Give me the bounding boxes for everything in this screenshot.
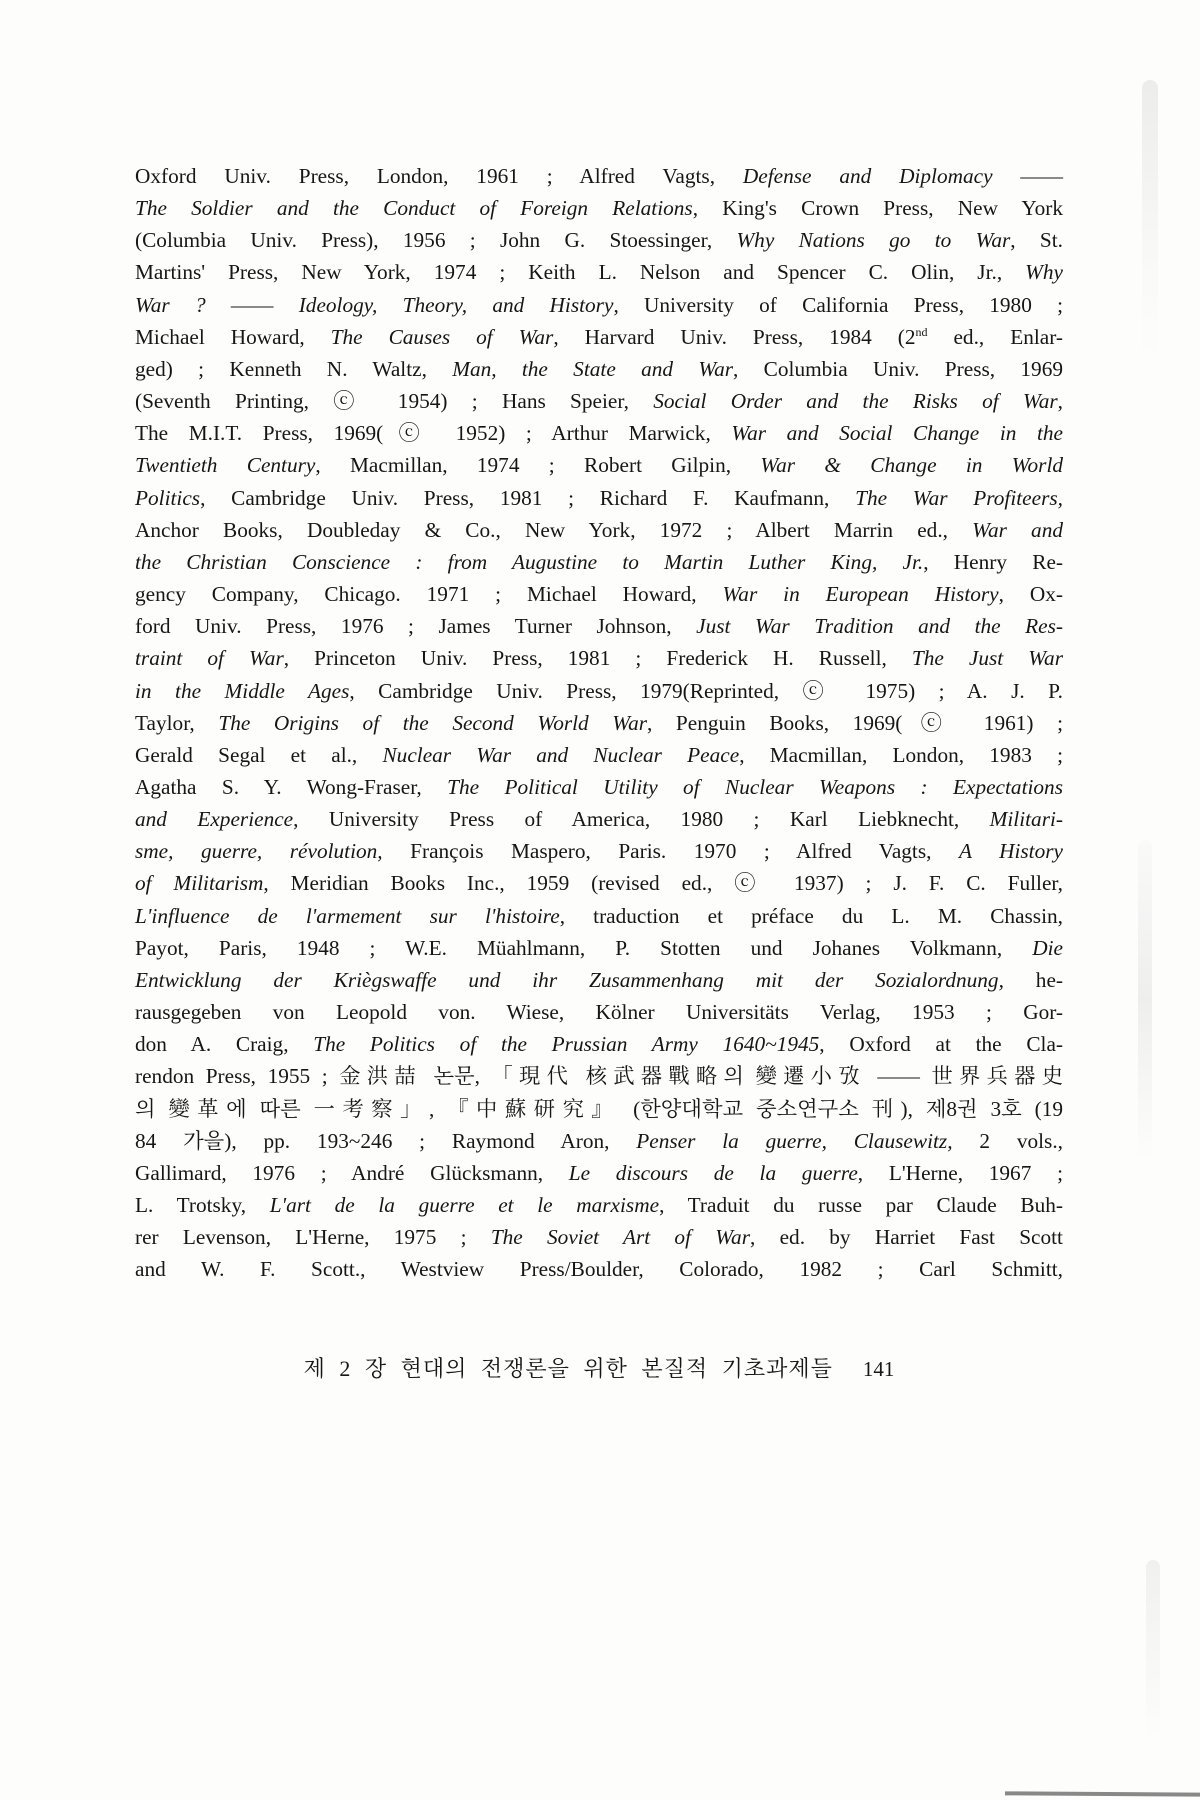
book-title-text: Social Order and the Risks of War bbox=[653, 389, 1058, 414]
body-text: , Macmillan, London, 1983 ; bbox=[739, 742, 1063, 767]
page-footer bbox=[135, 1352, 1063, 1383]
text-line bbox=[135, 707, 1063, 739]
book-title-text: A History bbox=[958, 839, 1063, 864]
scan-artifact bbox=[1138, 840, 1152, 1160]
book-title-text: Ideology, Theory, and History bbox=[298, 292, 614, 317]
book-title-text: The Soldier and the Conduct of Foreign Relations bbox=[135, 196, 693, 221]
text-line bbox=[135, 610, 1063, 642]
scan-artifact bbox=[1005, 1791, 1200, 1796]
text-line bbox=[135, 900, 1063, 932]
scan-artifact bbox=[1146, 1560, 1160, 1740]
body-text: , Penguin Books, 1969(ⓒ 1961) ; bbox=[647, 710, 1063, 735]
body-text: , ed. by Harriet Fast Scott bbox=[750, 1225, 1063, 1250]
body-text: , Cambridge Univ. Press, 1979(Reprinted, ⓒ 1975) ; A. J. P. bbox=[349, 678, 1063, 703]
text-line bbox=[135, 192, 1063, 224]
book-title-text: The Politics of the Prussian Army 1640~1945 bbox=[313, 1032, 820, 1057]
body-text: , Harvard Univ. Press, 1984 (2 bbox=[553, 324, 916, 349]
body-text: gency Company, Chicago. 1971 ; Michael Howard, bbox=[135, 582, 723, 607]
body-text: (Columbia Univ. Press), 1956 ; John G. Stoessinger, bbox=[135, 228, 737, 253]
book-title-text: Nuclear War and Nuclear Peace bbox=[382, 742, 740, 767]
text-line bbox=[135, 417, 1063, 449]
book-title-text: Le discours de la guerre bbox=[568, 1160, 858, 1185]
book-title-text: The Causes of War bbox=[330, 324, 554, 349]
book-title-text: sme, guerre, révolution, bbox=[135, 839, 383, 864]
body-text: ged) ; Kenneth N. Waltz, bbox=[135, 356, 453, 381]
body-text: , St. bbox=[1010, 228, 1063, 253]
book-title-text: Penser la guerre, Clausewitz, bbox=[636, 1128, 953, 1153]
book-title-text: Militari- bbox=[989, 807, 1063, 832]
text-line bbox=[135, 803, 1063, 835]
book-title-text: of Militarism bbox=[135, 871, 264, 896]
body-text: , bbox=[1057, 389, 1063, 414]
text-line bbox=[135, 1125, 1063, 1157]
text-line bbox=[135, 867, 1063, 899]
body-text: rendon Press, 1955 ; 金洪喆 논문, 「現代 核武器戰略의 變遷小攷 —— 世界兵器史 bbox=[135, 1064, 1063, 1089]
body-text: Oxford Univ. Press, London, 1961 ; Alfred Vagts, bbox=[135, 164, 743, 188]
book-title-text: Defense and Diplomacy bbox=[742, 164, 993, 188]
book-title-text: The Just War bbox=[911, 646, 1063, 671]
text-line bbox=[135, 160, 1063, 192]
body-text: 84 가을), pp. 193~246 ; Raymond Aron, bbox=[135, 1128, 637, 1153]
book-title-text: and Experience bbox=[135, 807, 294, 832]
body-text: , Cambridge Univ. Press, 1981 ; Richard F. Kaufmann, bbox=[200, 485, 856, 510]
body-text: ford Univ. Press, 1976 ; James Turner Johnson, bbox=[135, 614, 697, 639]
body-text: Gerald Segal et al., bbox=[135, 742, 383, 767]
body-text: , Meridian Books Inc., 1959 (revised ed., ⓒ 1937) ; J. F. C. Fuller, bbox=[263, 871, 1063, 896]
body-text: ed., Enlar- bbox=[927, 324, 1063, 349]
body-text: —— bbox=[992, 164, 1064, 188]
body-text: don A. Craig, bbox=[135, 1032, 314, 1057]
book-title-text: Twentieth Century bbox=[135, 453, 316, 478]
footer-page-number: 141 bbox=[862, 1357, 895, 1381]
text-line bbox=[135, 353, 1063, 385]
body-text: nd bbox=[915, 324, 928, 339]
text-line bbox=[135, 321, 1063, 353]
scan-artifact bbox=[1142, 80, 1158, 360]
text-line bbox=[135, 578, 1063, 610]
body-text: Martins' Press, New York, 1974 ; Keith L. Nelson and Spencer C. Olin, Jr., bbox=[135, 260, 1026, 285]
text-line bbox=[135, 1221, 1063, 1253]
body-text: , Henry Re- bbox=[923, 549, 1064, 574]
text-line bbox=[135, 482, 1063, 514]
book-title-text: L'art de la guerre et le marxisme bbox=[269, 1193, 660, 1217]
text-line bbox=[135, 1028, 1063, 1060]
body-text: , King's Crown Press, New York bbox=[692, 196, 1063, 221]
text-line bbox=[135, 1157, 1063, 1189]
body-text: The M.I.T. Press, 1969(ⓒ 1952) ; Arthur Marwick, bbox=[135, 421, 732, 446]
text-line bbox=[135, 514, 1063, 546]
body-text: , Ox- bbox=[998, 582, 1063, 607]
body-text: , Oxford at the Cla- bbox=[819, 1032, 1063, 1057]
body-text: , Traduit du russe par Claude Buh- bbox=[659, 1193, 1064, 1217]
footer-chapter-title: 제 2 장 현대의 전쟁론을 위한 본질적 기초과제들 bbox=[303, 1356, 833, 1381]
book-title-text: L'influence de l'armement sur l'histoire bbox=[135, 903, 560, 928]
book-title-text: The Soviet Art of War bbox=[490, 1225, 750, 1250]
body-text: —— bbox=[205, 292, 299, 317]
text-line bbox=[135, 546, 1063, 578]
book-title-text: War & Change in World bbox=[760, 453, 1064, 478]
body-text: 의 變革에 따른 一考察」, 『中蘇研究』 (한양대학교 중소연구소 刊), 제8권 3호 (19 bbox=[135, 1096, 1063, 1121]
body-text: Payot, Paris, 1948 ; W.E. Müahlmann, P. Stotten und Johanes Volkmann, bbox=[135, 935, 1033, 960]
book-title-text: Just War Tradition and the Res- bbox=[696, 614, 1063, 639]
book-title-text: War and Social Change in the bbox=[731, 421, 1063, 446]
body-text: Michael Howard, bbox=[135, 324, 331, 349]
text-line bbox=[135, 289, 1063, 321]
book-title-text: Why bbox=[1025, 260, 1063, 285]
body-text: , Columbia Univ. Press, 1969 bbox=[733, 356, 1063, 381]
body-text: and W. F. Scott., Westview Press/Boulder, Colorado, 1982 ; Carl Schmitt, bbox=[135, 1257, 1063, 1282]
book-title-text: The War Profiteers, bbox=[855, 485, 1063, 510]
text-line bbox=[135, 449, 1063, 481]
body-text: , University of California Press, 1980 ; bbox=[613, 292, 1064, 317]
text-line bbox=[135, 771, 1063, 803]
body-text: Anchor Books, Doubleday & Co., New York, 1972 ; Albert Marrin ed., bbox=[135, 517, 973, 542]
text-line bbox=[135, 224, 1063, 256]
book-title-text: War and bbox=[972, 517, 1063, 542]
text-line bbox=[135, 996, 1063, 1028]
body-text: , Princeton Univ. Press, 1981 ; Frederick H. Russell, bbox=[283, 646, 912, 671]
body-text: (Seventh Printing, ⓒ 1954) ; Hans Speier, bbox=[135, 389, 654, 414]
text-line bbox=[135, 1253, 1063, 1285]
text-line bbox=[135, 835, 1063, 867]
body-text: Taylor, bbox=[135, 710, 219, 735]
body-text: , traduction et préface du L. M. Chassin, bbox=[559, 903, 1063, 928]
book-title-text: in the Middle Ages bbox=[135, 678, 350, 703]
body-text: L. Trotsky, bbox=[135, 1193, 270, 1217]
text-line bbox=[135, 1189, 1063, 1221]
text-line bbox=[135, 256, 1063, 288]
text-line bbox=[135, 1093, 1063, 1125]
book-title-text: Man, the State and War bbox=[452, 356, 734, 381]
book-title-text: the Christian Conscience : from Augustine to Martin Luther King, Jr. bbox=[135, 549, 924, 574]
body-text: Agatha S. Y. Wong-Fraser, bbox=[135, 774, 448, 799]
text-line bbox=[135, 385, 1063, 417]
book-title-text: Politics bbox=[135, 485, 201, 510]
body-text: 2 vols., bbox=[952, 1128, 1063, 1153]
text-line bbox=[135, 675, 1063, 707]
book-title-text: War ? bbox=[135, 292, 206, 317]
book-title-text: The Political Utility of Nuclear Weapons : Expectations bbox=[447, 774, 1063, 799]
body-text: , L'Herne, 1967 ; bbox=[857, 1160, 1063, 1185]
body-text: rausgegeben von Leopold von. Wiese, Kölner Universitäts Verlag, 1953 ; Gor- bbox=[135, 1000, 1063, 1025]
bibliography-paragraph bbox=[135, 160, 1063, 1285]
text-line bbox=[135, 964, 1063, 996]
body-text: François Maspero, Paris. 1970 ; Alfred Vagts, bbox=[382, 839, 959, 864]
text-line bbox=[135, 739, 1063, 771]
book-title-text: Why Nations go to War bbox=[736, 228, 1011, 253]
text-line bbox=[135, 1060, 1063, 1092]
book-title-text: Entwicklung der Kriègswaffe und ihr Zusammenhang mit der Sozialordnung, bbox=[135, 967, 1004, 992]
body-text: Gallimard, 1976 ; André Glücksmann, bbox=[135, 1160, 569, 1185]
text-line bbox=[135, 642, 1063, 674]
body-text: he- bbox=[1003, 967, 1063, 992]
book-title-text: The Origins of the Second World War bbox=[218, 710, 648, 735]
book-title-text: War in European History bbox=[722, 582, 999, 607]
text-line bbox=[135, 932, 1063, 964]
book-title-text: Die bbox=[1032, 935, 1063, 960]
book-title-text: traint of War bbox=[135, 646, 284, 671]
body-text: , Macmillan, 1974 ; Robert Gilpin, bbox=[315, 453, 761, 478]
body-text: , University Press of America, 1980 ; Karl Liebknecht, bbox=[293, 807, 990, 832]
body-text: rer Levenson, L'Herne, 1975 ; bbox=[135, 1225, 491, 1250]
